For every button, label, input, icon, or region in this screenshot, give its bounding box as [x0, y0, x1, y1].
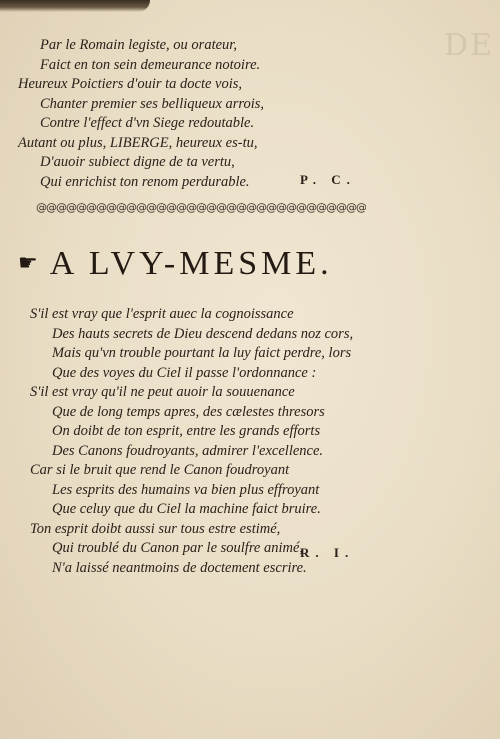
- verse-line: Des hauts secrets de Dieu descend dedans noz cors,: [52, 325, 354, 342]
- verse-line: Heureux Poictiers d'ouir ta docte vois,: [18, 76, 243, 92]
- verse-line: Autant ou plus, LIBERGE, heureux es-tu,: [18, 134, 258, 151]
- verse-line: Contre l'effect d'vn Siege redoutable.: [40, 115, 255, 131]
- verse-line: D'auoir subiect digne de ta vertu,: [40, 154, 235, 170]
- verse-line: Ton esprit doibt aussi sur tous estre estimé,: [30, 520, 281, 537]
- verse-line: Les esprits des humains va bien plus effroyant: [52, 481, 320, 498]
- verse-line: Chanter premier ses belliqueux arrois,: [40, 95, 265, 112]
- page-corner-stain: [0, 0, 150, 12]
- verse-line: Faict en ton sein demeurance notoire.: [40, 56, 261, 73]
- verse-line: Mais qu'vn trouble pourtant la luy faict perdre, lors: [52, 345, 352, 361]
- verse-line: Que celuy que du Ciel la machine faict bruire.: [52, 501, 321, 517]
- verse-line: S'il est vray qu'il ne peut auoir la souuenance: [30, 384, 295, 400]
- page-title: [18, 245, 333, 283]
- verse-line: Des Canons foudroyants, admirer l'excellence.: [52, 442, 324, 459]
- verse-line: Que des voyes du Ciel il passe l'ordonnance :: [52, 364, 317, 381]
- top-signature: P. C.: [300, 172, 356, 187]
- show-through-text: DE: [444, 28, 494, 63]
- verse-line: Qui troublé du Canon par le soulfre animé,: [52, 540, 304, 556]
- pointing-hand-icon: ☛: [18, 250, 42, 275]
- top-stanza: [18, 36, 264, 192]
- bottom-signature: R. I.: [300, 545, 355, 560]
- verse-line: Par le Romain legiste, ou orateur,: [40, 37, 237, 53]
- verse-line: Que de long temps apres, des cælestes thresors: [52, 403, 325, 420]
- verse-line: S'il est vray que l'esprit auec la cognoissance: [30, 306, 294, 322]
- verse-line: Car si le bruit que rend le Canon foudroyant: [30, 462, 290, 478]
- sonnet: [30, 305, 353, 578]
- ornamental-border: @@@@@@@@@@@@@@@@@@@@@@@@@@@@@@@@@: [36, 201, 366, 214]
- title-text: A LVY-MESME.: [49, 245, 333, 282]
- verse-line: On doibt de ton esprit, entre les grands efforts: [52, 423, 321, 439]
- verse-line: N'a laissé neantmoins de doctement escrire.: [52, 559, 307, 576]
- verse-line: Qui enrichist ton renom perdurable.: [40, 173, 250, 190]
